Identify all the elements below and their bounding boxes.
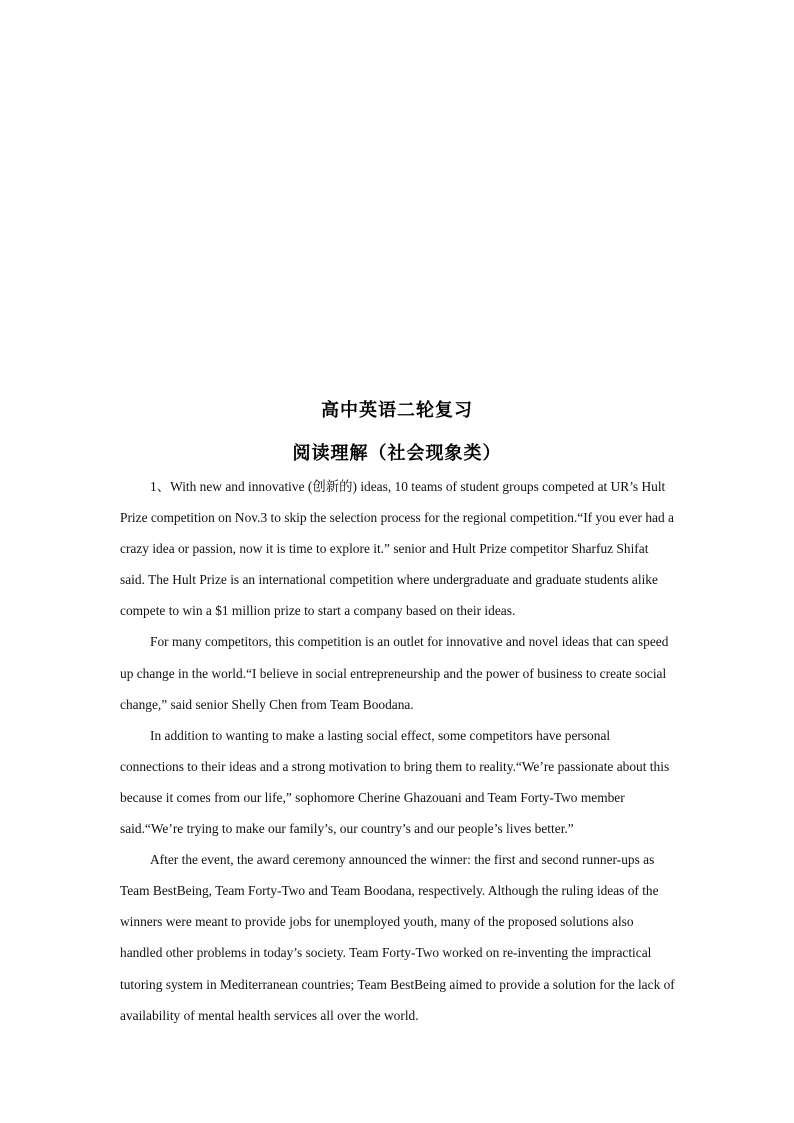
paragraph-2: For many competitors, this competition is an outlet for innovative and novel ideas that can speed up change in the world.“I believe in social entrepreneurship and the power of business to create social change,” said senior Shelly Chen from Team Boodana. — [120, 634, 669, 712]
article-body — [120, 471, 676, 1031]
page-title: 高中英语二轮复习 — [321, 400, 473, 421]
section-heading: 阅读理解（社会现象类） — [292, 443, 502, 464]
paragraph-1: 1、With new and innovative (创新的) ideas, 10 teams of student groups competed at UR’s Hult Prize competition on Nov.3 to skip the selection process for the regional competition.“If you ever had a crazy idea or passion, now it is time to explore it.” senior and Hult Prize competitor Sharfuz Shifat said. The Hult Prize is an international competition where undergraduate and graduate students alike compete to win a $1 million prize to start a company based on their ideas. — [120, 479, 674, 619]
paragraph-4: After the event, the award ceremony announced the winner: the first and second runner-ups as Team BestBeing, Team Forty-Two and Team Boodana, respectively. Although the ruling ideas of the winners were meant to provide jobs for unemployed youth, many of the proposed solutions also handled other problems in today’s society. Team Forty-Two worked on re-inventing the impractical tutoring system in Mediterranean countries; Team BestBeing aimed to provide a solution for the lack of availability of mental health services all over the world. — [120, 852, 675, 1023]
paragraph-3: In addition to wanting to make a lasting social effect, some competitors have personal connections to their ideas and a strong motivation to bring them to reality.“We’re passionate about this because it comes from our life,” sophomore Cherine Ghazouani and Team Forty-Two member said.“We’re trying to make our family’s, our country’s and our people’s lives better.” — [120, 727, 670, 837]
